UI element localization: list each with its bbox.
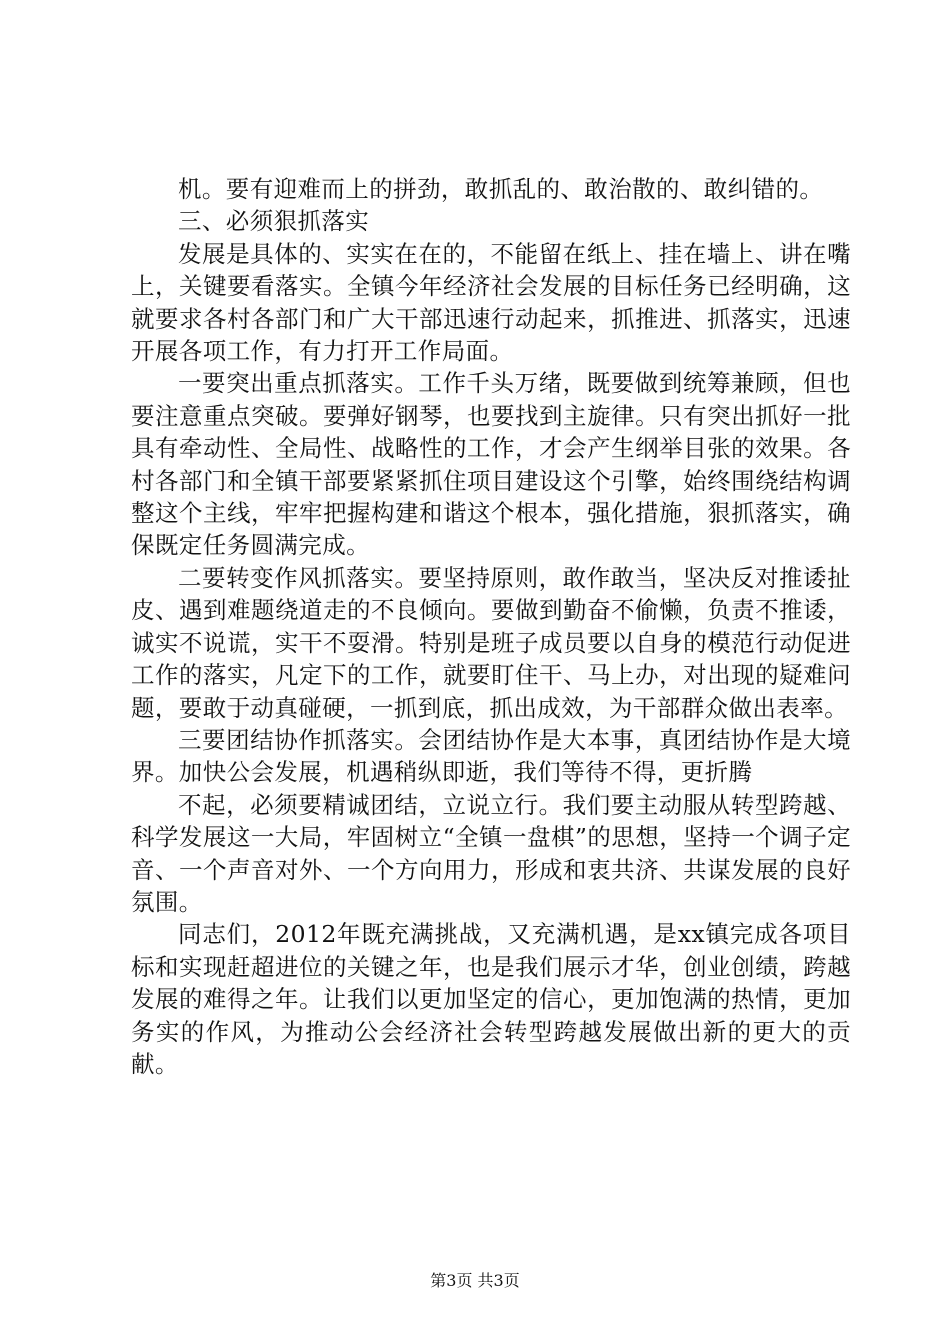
paragraph-focus-priorities: 一要突出重点抓落实。工作千头万绪，既要做到统筹兼顾，但也要注意重点突破。要弹好钢琴，也要找到主旋律。只有突出抓好一批具有牵动性、全局性、战略性的工作，才会产生纲举目张的效果。各村各部门和全镇干部要紧紧抓住项目建设这个引擎，始终围绕结构调整这个主线，牢牢把握构建和谐这个根本，强化措施，狠抓落实，确保既定任务圆满完成。 — [131, 369, 851, 560]
paragraph-closing: 同志们，2012年既充满挑战，又充满机遇，是xx镇完成各项目标和实现赶超进位的关键之年，也是我们展示才华，创业创绩，跨越发展的难得之年。让我们以更加坚定的信心，更加饱满的热情，更加务实的作风，为推动公会经济社会转型跨越发展做出新的更大的贡献。 — [131, 920, 851, 1078]
paragraph-continuation: 机。要有迎难而上的拼劲，敢抓乱的、敢治散的、敢纠错的。 — [178, 175, 824, 203]
paragraph-implementation-intro: 发展是具体的、实实在在的，不能留在纸上、挂在墙上、讲在嘴上，关键要看落实。全镇今年经济社会发展的目标任务已经明确，这就要求各村各部门和广大干部迅速行动起来，抓推进、抓落实，迅速开展各项工作，有力打开工作局面。 — [131, 239, 851, 366]
paragraph-change-style: 二要转变作风抓落实。要坚持原则，敢作敢当，坚决反对推诿扯皮、遇到难题绕道走的不良倾向。要做到勤奋不偷懒，负责不推诿，诚实不说谎，实干不耍滑。特别是班子成员要以自身的模范行动促进工作的落实，凡定下的工作，就要盯住干、马上办，对出现的疑难问题，要敢于动真碰硬，一抓到底，抓出成效，为干部群众做出表率。 — [131, 563, 851, 722]
section-heading: 三、必须狠抓落实 — [178, 207, 370, 236]
paragraph-teamwork-continued: 不起，必须要精诚团结，立说立行。我们要主动服从转型跨越、科学发展这一大局，牢固树立“全镇一盘棋”的思想，坚持一个调子定音、一个声音对外、一个方向用力，形成和衷共济、共谋发展的良好氛围。 — [131, 790, 851, 916]
paragraph-teamwork: 三要团结协作抓落实。会团结协作是大本事，真团结协作是大境界。加快公会发展，机遇稍纵即逝，我们等待不得，更折腾 — [131, 725, 851, 787]
document-body — [131, 173, 851, 1080]
page-footer: 第3页 共3页 — [430, 1271, 520, 1290]
